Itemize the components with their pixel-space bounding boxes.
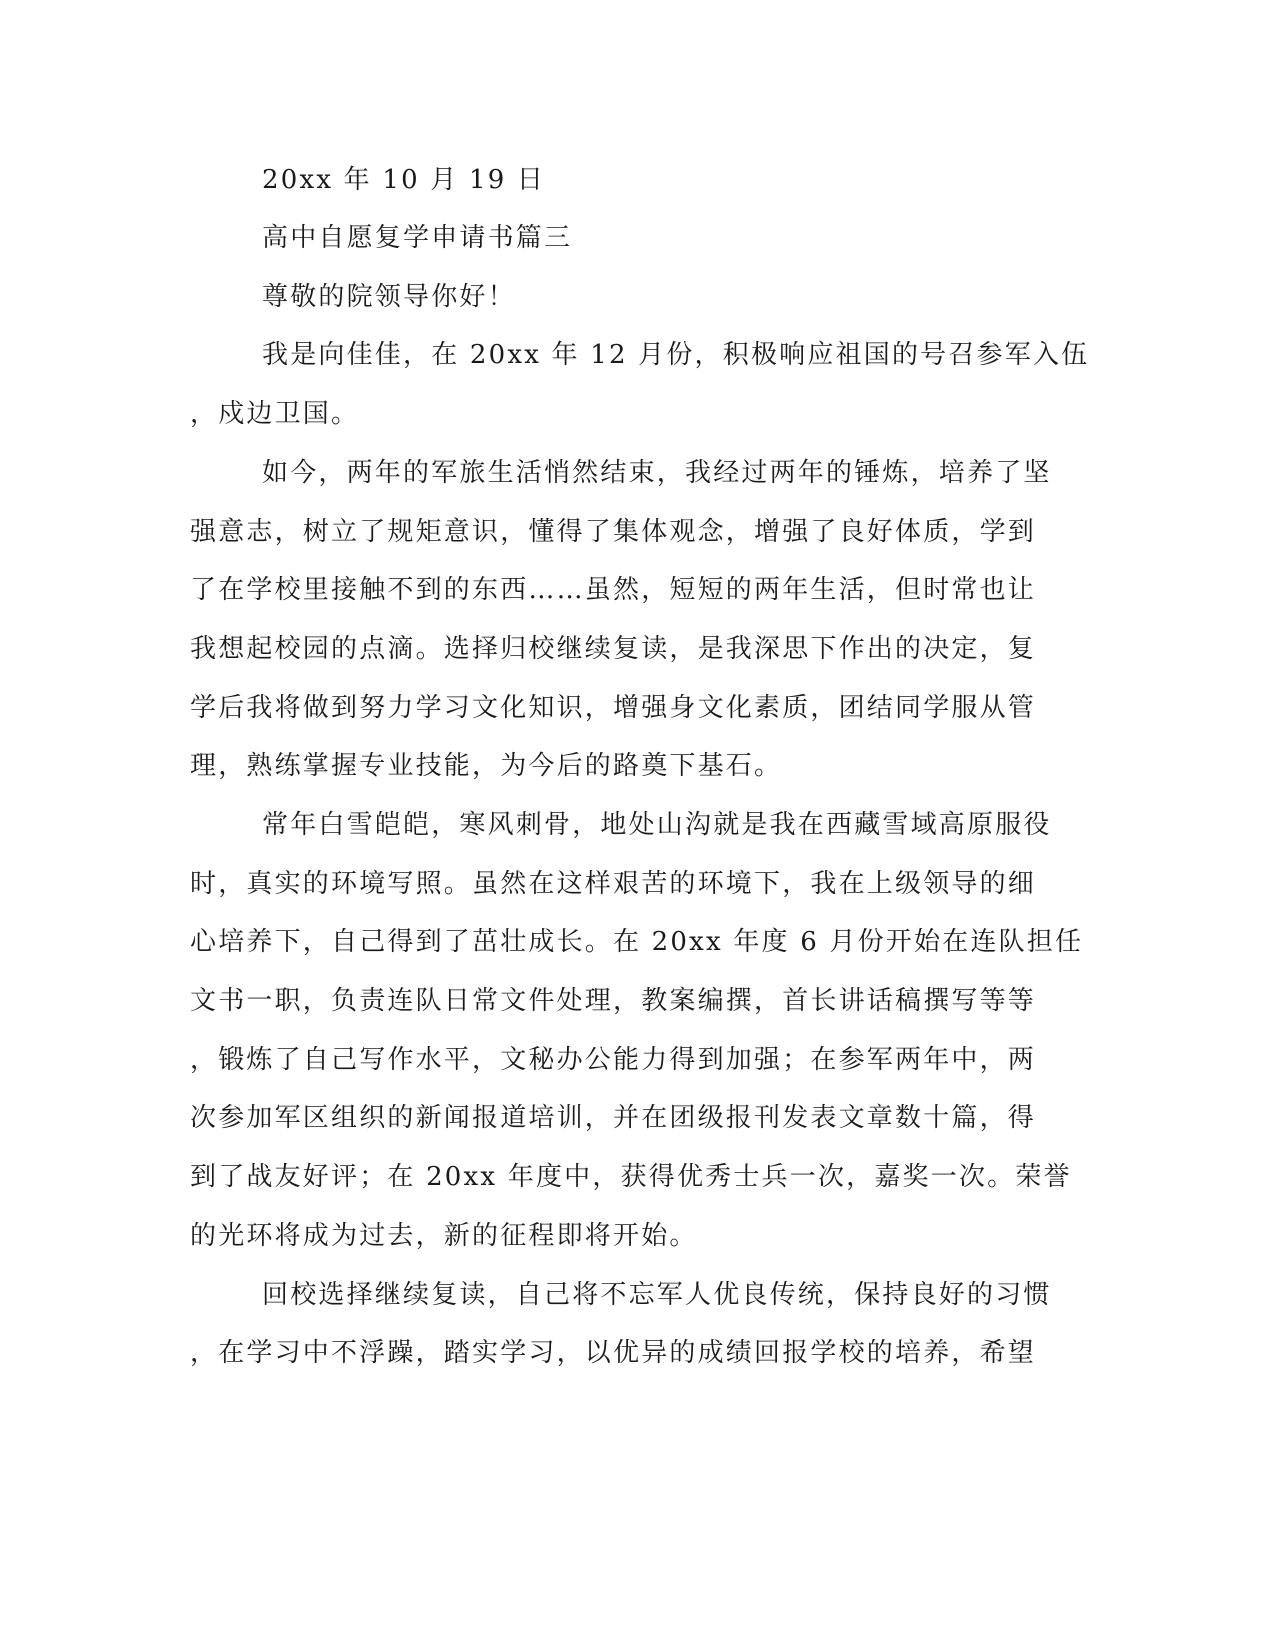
text-line: 文书一职，负责连队日常文件处理，教案编撰，首长讲话稿撰写等等 [190, 986, 1037, 1016]
text-line: 我是向佳佳，在 20xx 年 12 月份，积极响应祖国的号召参军入伍 [262, 340, 1090, 370]
text-line: 到了战友好评；在 20xx 年度中，获得优秀士兵一次，嘉奖一次。荣誉 [190, 1162, 1072, 1192]
text-line: 我想起校园的点滴。选择归校继续复读，是我深思下作出的决定，复 [190, 634, 1037, 664]
text-line: 如今，两年的军旅生活悄然结束，我经过两年的锤炼，培养了坚 [262, 458, 1052, 488]
date-line: 20xx 年 10 月 19 日 [262, 165, 546, 195]
text-line: 时，真实的环境写照。虽然在这样艰苦的环境下，我在上级领导的细 [190, 869, 1037, 899]
salutation: 尊敬的院领导你好！ [262, 282, 516, 312]
text-line: 常年白雪皑皑，寒风刺骨，地处山沟就是我在西藏雪域高原服役 [262, 810, 1052, 840]
text-line: 强意志，树立了规矩意识，懂得了集体观念，增强了良好体质，学到 [190, 517, 1037, 547]
text-line: 理，熟练掌握专业技能，为今后的路奠下基石。 [190, 751, 783, 781]
text-line: 回校选择继续复读，自己将不忘军人优良传统，保持良好的习惯 [262, 1280, 1052, 1310]
text-line: 的光环将成为过去，新的征程即将开始。 [190, 1221, 698, 1251]
text-line: 学后我将做到努力学习文化知识，增强身文化素质，团结同学服从管 [190, 693, 1037, 723]
text-line: ，在学习中不浮躁，踏实学习，以优异的成绩回报学校的培养，希望 [190, 1338, 1037, 1368]
document-title: 高中自愿复学申请书篇三 [262, 223, 573, 253]
text-line: ，锻炼了自己写作水平，文秘办公能力得到加强；在参军两年中，两 [190, 1045, 1037, 1075]
text-line: 了在学校里接触不到的东西……虽然，短短的两年生活，但时常也让 [190, 575, 1037, 605]
text-line: 次参加军区组织的新闻报道培训，并在团级报刊发表文章数十篇，得 [190, 1103, 1037, 1133]
text-line: ，戍边卫国。 [190, 399, 360, 429]
text-line: 心培养下，自己得到了茁壮成长。在 20xx 年度 6 月份开始在连队担任 [190, 927, 1084, 957]
